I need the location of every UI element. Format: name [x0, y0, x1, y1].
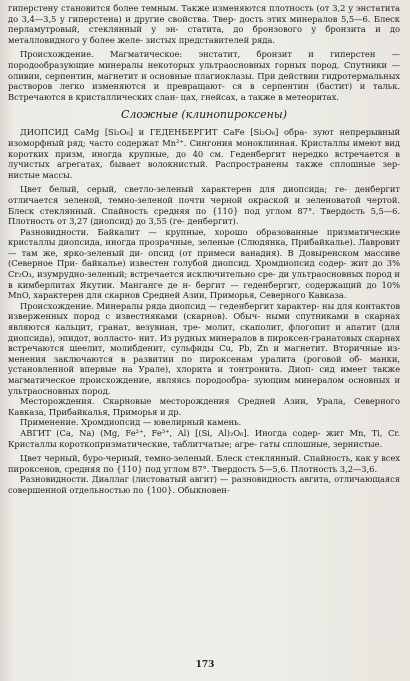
text-line: Спайность, как у всех пироксенов, средняя по {110} под углом 87°. — [8, 453, 400, 474]
text-line: цах, гнейсах, а также в метеоритах. — [180, 91, 339, 102]
text-line: (Слюдянка, Прибайкалье). Лавровит — там же, ярко-зеленый ди- — [8, 237, 400, 258]
text-line: Цвет белый, серый, светло-зеленый характерен для диопсида; ге- — [20, 184, 347, 195]
text-line: Происхождение. Магматическое: энстатит, бронзит и гиперстен — — [20, 49, 400, 60]
text-line: бергит — геденбергит, содержащий до 10% MnO, характерен для — [8, 279, 400, 301]
text-line: призматические кристаллы диопсида, иногда прозрачные, зеленые — [8, 226, 400, 248]
text-line: ди ультраосновных пород и в кимберлитах Якутии. Манганге де н- — [8, 269, 400, 290]
text-line: Цвет черный, буро-черный, темно-зеленый. Блеск стеклянный. — [20, 453, 301, 464]
text-line: агрегатах, бывает волокнистый. Распространены также сплошные зер- — [56, 159, 400, 170]
text-line: статита, до бронзового у бронзита и до металловидного у более желе- — [8, 24, 400, 45]
text-line: Спутники — оливин, серпентин, магнетит и основные плагиоклазы. При — [8, 59, 400, 81]
section-heading: Сложные (клинопироксены) — [121, 108, 287, 122]
text-line: ными спутниками в скарнах являются кальцит, гранат, везувиан, тре- — [8, 311, 400, 333]
text-line: ДИОПСИД CaMg [Si₂O₆] и ГЕДЕНБЕРГИТ CaFe [Si₂O₆] обра- — [20, 127, 308, 138]
text-line: ся в серпентин (бастит) и тальк. Встречаются в кристаллических слан- — [8, 81, 400, 102]
text-line: молит, скаполит, флогопит и апатит (для диопсида), эпидот, волласто- — [8, 322, 400, 343]
augite-varieties-paragraph — [8, 474, 400, 495]
application-paragraph — [8, 417, 400, 428]
text-line: Сингония моноклинная. Кристаллы имеют вид коротких призм, — [8, 137, 401, 159]
text-line: скарнов Средней Азии, Приморья, Северного Кавказа. — [104, 290, 347, 301]
text-line: гиперстену становится более темным. Также изменяются плотность (от — [8, 3, 330, 13]
text-line: менения заключаются в развитии по пироксенам уралита (роговой об- — [8, 353, 363, 364]
augite-paragraph — [8, 428, 400, 449]
diopside-origin-paragraph — [8, 301, 400, 396]
text-line: жит Mn, Ti, Cr. Кристаллы короткопризматические, таблитчатые; агре- — [8, 427, 400, 449]
text-line: 3,2 у энстатита до 3,4—3,5 у гиперстена) и другие свойства. Твер- — [8, 3, 400, 24]
page-number: 173 — [195, 660, 215, 671]
text-line: сид имеет также магматическое происхождение, являясь породообра- — [8, 364, 400, 385]
text-line: нит. Из рудных минералов в пироксен-гранатовых скарнах встречаются — [8, 332, 400, 354]
varieties-paragraph — [8, 227, 400, 301]
text-line: породообразующие минералы некоторых ультраосновных горных пород. — [8, 59, 340, 70]
text-line: опсид (от примеси ванадия). В Довыренском массиве (Северное При- — [8, 247, 400, 269]
text-line: Происхождение. Минералы ряда диопсид — геденбергит характер- — [20, 300, 320, 311]
text-line: Северного Кавказа, Прибайкалья, Приморья и др. — [8, 396, 400, 417]
diopside-paragraph — [8, 127, 400, 180]
text-line: Твердость 5—5,6. Плотность 3,2—3,6. — [211, 463, 378, 474]
text-line: углом 87°. Твердость 5,5—6. Плотность от 3,27 (диопсид) до 3,55 (ге- — [8, 205, 400, 227]
text-line: зистых представителей ряда. — [145, 34, 275, 45]
augite-color-paragraph — [8, 453, 400, 474]
text-line: Применение. Хромдиопсид — ювелирный камень. — [20, 417, 242, 428]
text-line: Месторождения. Скарновые месторождения Средней Азии, Урала, — [20, 396, 346, 407]
color-paragraph — [8, 184, 400, 226]
text-line: Разновидности. Байкалит — крупные, хорошо образованные — [20, 226, 319, 237]
text-line: авгита, отличающаяся совершенной отдельностью по {100}. Обыкновен- — [8, 474, 400, 495]
text-line: дость этих минералов 5,5—6. Блеск перламутровый, стеклянный у эн- — [8, 13, 400, 35]
text-line: действии гидротермальных растворов легко изменяются и превращают- — [8, 70, 400, 92]
text-line: жит до 3% Cr₂O₃, изумрудно-зеленый; встречается исключительно сре- — [8, 258, 400, 280]
text-line: денбергит). — [187, 216, 239, 227]
text-line: ны для контактов изверженных пород с известняками (скарнов). Обыч- — [8, 300, 400, 322]
continued-paragraph — [8, 3, 400, 45]
text-line: денбергит отличается зеленой, темно-зеленой почти черной окраской и — [8, 184, 400, 205]
text-line: АВГИТ (Ca, Na) (Mg, Fe²⁺, Fe³⁺, Al) [(Si, Al)₂O₆]. Иногда содер- — [20, 427, 321, 438]
text-line: манки, установленной впервые на Урале), хлорита и тонтронита. Диоп- — [8, 353, 400, 375]
text-line: нистые массы. — [8, 169, 73, 180]
text-line: зеленоватой чертой. Блеск стеклянный. Спайность средняя по {110} под — [8, 194, 400, 216]
text-line: шеелит, молибденит, сульфиды Cu, Pb, Zn и магнетит. Вторичные из- — [69, 343, 400, 354]
text-line: байкалье) известен голубой диопсид. Хромдиопсид содер- — [81, 258, 347, 269]
text-line: гаты сплошные, зернистые. — [259, 438, 383, 449]
text-line: Разновидности. Диаллаг (листоватый авгит) — разновидность — [20, 474, 297, 485]
origin-paragraph — [8, 49, 400, 102]
text-line: иногда крупные, до 40 см. Геденбергит нередко встречается в лучистых — [8, 148, 400, 170]
text-line: зуют непрерывный изоморфный ряд; часто содержат Mn²⁺. — [8, 127, 400, 148]
text-line: зующим минералом основных и ультраосновных пород. — [8, 375, 400, 396]
deposits-paragraph — [8, 396, 400, 417]
